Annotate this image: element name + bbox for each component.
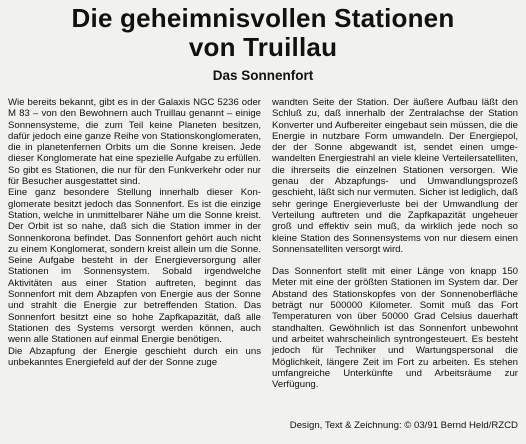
title-line-1: Die geheimnisvollen Stationen: [71, 3, 455, 33]
left-paragraph-2: Eine ganz besondere Stellung innerhalb dieser Konglomerate besitzt jedoch das Sonnenfort. Es ist die einzige Station, welche in unmittelbarer Nähe um die Sonne kreist. Der Orbit ist so nahe, daß sich die Station immer in der Sonnenkorona befindet. Das Sonnenfort gehört auch nicht zu einem Konglomerat, sondern kreist allein um die Sonne. Seine Aufgabe besteht in der Energieversorgung aller Stationen im Sonnensystem. Sobald irgendwelche Aktivitäten aus einer Station auftreten, beginnt das Sonnenfort mit dem Abzapfen von Energie aus der Sonne und strahlt die Energie zur betreffenden Station. Das Sonnenfort besitzt eine so hohe Zapfkapazität, daß alle Stationen des Systems versorgt werden können, auch wenn alle Stationen auf einmal Energie benötigen.: [8, 187, 261, 346]
left-text-column: [8, 97, 261, 368]
right-paragraph-2: Das Sonnenfort stellt mit einer Länge von knapp 150 Meter mit eine der größten Stationen im System dar. Der Abstand des Stationskopfes von der Sonnenoberfläche beträgt nur 500000 Kilometer. Somit muß das Fort Temperaturen von über 50000 Grad Celsius dauerhaft standhalten. Gewöhnlich ist das Sonnenfort unbewohnt und arbeitet wahrscheinlich syntrongesteuert. Es besteht jedoch für Techniker und Wartungspersonal die Möglichkeit, längere Zeit im Fort zu arbeiten. Es stehen umfangreiche Unterkünfte und Arbeitsräume zur Verfügung.: [272, 266, 518, 391]
author-credit: Design, Text & Zeichnung: © 03/91 Bernd Held/RZCD: [289, 420, 518, 431]
article-subtitle: Das Sonnenfort: [212, 68, 314, 83]
right-paragraph-1: wandten Seite der Station. Der äußere Aufbau läßt den Schluß zu, daß innerhalb der Zentralachse der Station Konverter und Aufbereiter eingebaut sein müssen, die die Energie in nutzbare Form umwandeln. Der Energiepol, der der Sonne abgewandt ist, sendet einen umgewandelten Energiestrahl an viele kleine Verteilersatelliten, die ihrerseits die einzelnen Stationen versorgen. Wie genau der Abzapfungs- und Umwandlungsprozeß geschieht, läßt sich nur vermuten. Sicher ist lediglich, daß sehr geringe Energieverluste bei der Umwandlung der Verteilung auftreten und die Zapfkapazität ungeheuer groß und effektiv sein muß, da wirklich jede noch so kleine Station des Sonnensystems von nur diesem einen Sonnensatelliten versorgt wird.: [272, 97, 518, 255]
title-line-2: von Truillau: [188, 32, 338, 62]
right-text-column: [272, 97, 518, 390]
article-title: [0, 4, 526, 62]
left-paragraph-3: Die Abzapfung der Energie geschieht durch ein uns unbekanntes Energiefeld auf der der Sonne zuge: [8, 345, 261, 368]
left-paragraph-1: Wie bereits bekannt, gibt es in der Galaxis NGC 5236 oder M 83 – von den Bewohnern auch Truillau genannt – einige Sonnensysteme, die zum Teil keine Planeten besitzen, dafür jedoch eine ganze Reihe von Stationskonglomeraten, die in planetenfernen Orbits um die Sonne kreisen. Jede dieser Konglomerate hat eine spezielle Aufgabe zu erfüllen. So gibt es Stationen, die nur für den Funkverkehr oder nur für Besucher ausgestattet sind.: [8, 97, 261, 188]
